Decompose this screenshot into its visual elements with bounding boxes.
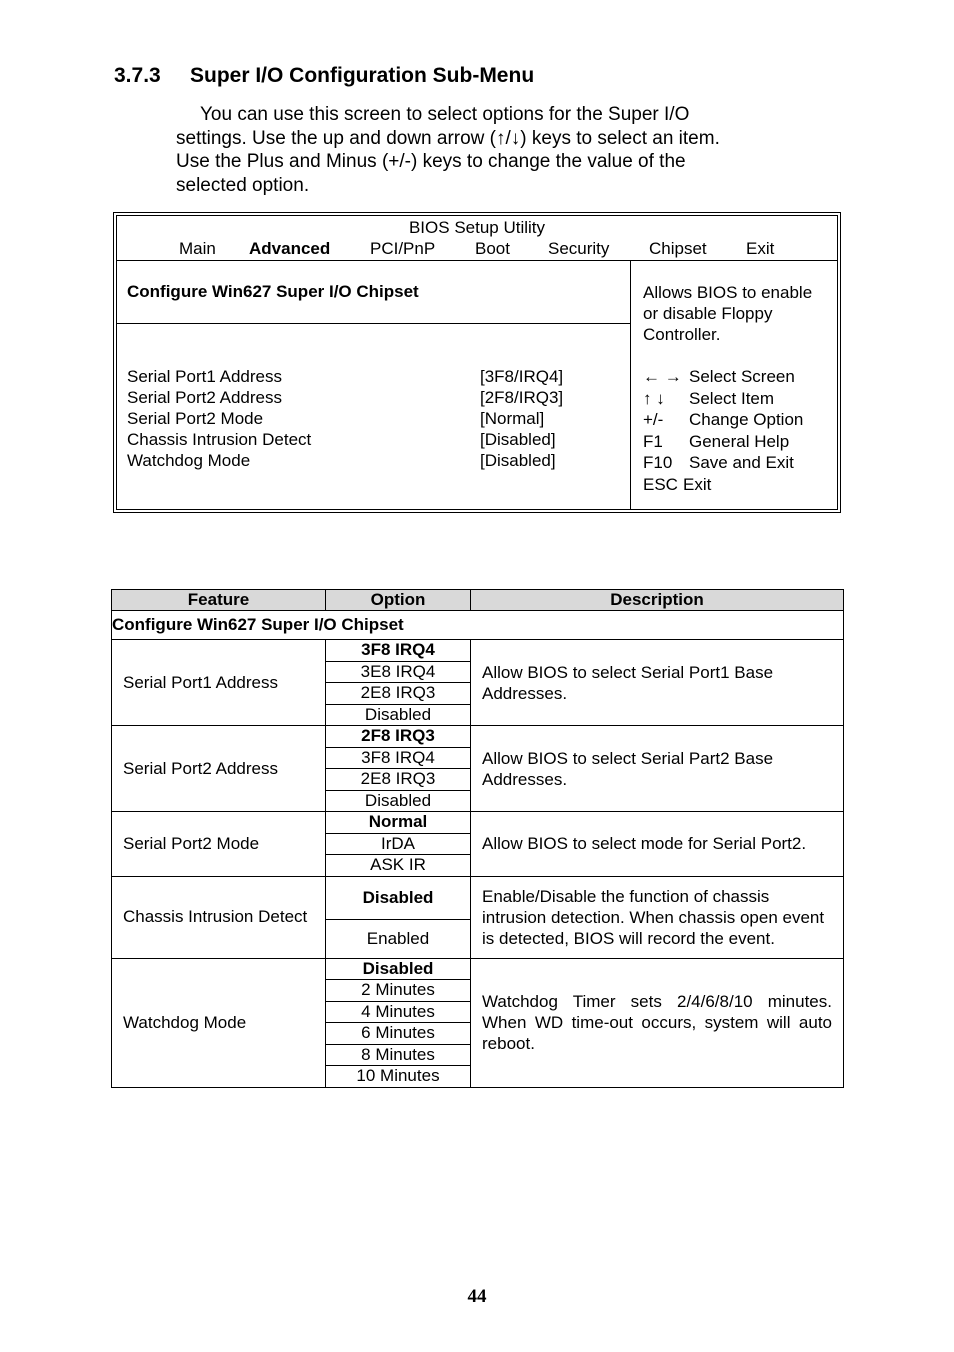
section-title: Super I/O Configuration Sub-Menu — [190, 64, 535, 87]
section-number: 3.7.3 — [114, 64, 161, 87]
option-cell: Normal — [326, 812, 471, 834]
feature-cell: Serial Port1 Address — [112, 640, 326, 726]
table-header-row — [112, 590, 844, 611]
key-legend-row — [643, 452, 803, 474]
intro-paragraph — [176, 103, 816, 197]
page-number: 44 — [467, 1286, 487, 1307]
bios-screen — [113, 212, 841, 513]
option-cell: 10 Minutes — [326, 1066, 471, 1088]
option-cell: Disabled — [326, 876, 471, 919]
tab-chipset[interactable]: Chipset — [649, 239, 707, 258]
header-divider — [117, 260, 837, 261]
option-cell: 2 Minutes — [326, 980, 471, 1002]
description-cell: Enable/Disable the function of chassis intrusion detection. When chassis open event is detected, BIOS will record the event. — [471, 876, 844, 958]
description-cell: Watchdog Timer sets 2/4/6/8/10 minutes. When WD time-out occurs, system will auto reboot. — [471, 958, 844, 1087]
option-cell: Disabled — [326, 704, 471, 726]
description-cell: Allow BIOS to select Serial Part2 Base Addresses. — [471, 726, 844, 812]
table-row — [112, 640, 844, 662]
bios-value-serial-port2-address[interactable]: [2F8/IRQ3] — [480, 388, 564, 407]
section-heading — [114, 64, 534, 88]
help-line: Allows BIOS to enable — [643, 283, 813, 302]
key-action: Select Item — [689, 388, 775, 408]
tab-pcipnp[interactable]: PCI/PnP — [370, 239, 436, 258]
option-cell: Disabled — [326, 790, 471, 812]
key-label: F10 — [643, 453, 673, 472]
tab-advanced[interactable]: Advanced — [249, 239, 331, 258]
bios-value-serial-port1-address[interactable]: [3F8/IRQ4] — [480, 367, 564, 386]
option-cell: Enabled — [326, 919, 471, 958]
bios-item-serial-port2-address[interactable]: Serial Port2 Address — [127, 388, 282, 407]
option-cell: 4 Minutes — [326, 1001, 471, 1023]
table-section-title: Configure Win627 Super I/O Chipset — [112, 611, 844, 640]
option-cell: 8 Minutes — [326, 1044, 471, 1066]
description-cell: Allow BIOS to select mode for Serial Port2. — [471, 812, 844, 877]
bios-value-chassis-intrusion-detect[interactable]: [Disabled] — [480, 430, 556, 449]
column-header-feature: Feature — [112, 590, 326, 611]
tab-security[interactable]: Security — [548, 239, 610, 258]
column-header-description: Description — [471, 590, 844, 611]
key-legend-row — [643, 388, 803, 410]
option-cell: Disabled — [326, 958, 471, 980]
bios-item-labels — [127, 366, 311, 471]
key-action: Select Screen — [689, 367, 795, 386]
feature-cell: Chassis Intrusion Detect — [112, 876, 326, 958]
option-cell: IrDA — [326, 833, 471, 855]
option-cell: ASK IR — [326, 855, 471, 877]
option-cell: 3F8 IRQ4 — [326, 747, 471, 769]
help-line: or disable Floppy — [643, 304, 773, 323]
bios-item-serial-port2-mode[interactable]: Serial Port2 Mode — [127, 409, 264, 428]
key-label: ESC — [643, 474, 678, 494]
table-row — [112, 726, 844, 748]
help-line: Controller. — [643, 325, 721, 344]
intro-line: settings. Use the up and down arrow (↑/↓) keys to select an item. — [176, 127, 720, 149]
table-row — [112, 958, 844, 980]
key-legend-row — [643, 409, 803, 431]
tab-exit[interactable]: Exit — [746, 239, 775, 258]
bios-help-text — [643, 282, 833, 345]
arrow-left-right-icon: ← → — [643, 367, 682, 386]
bios-key-legend — [643, 366, 803, 495]
intro-line: You can use this screen to select options for the Super I/O — [200, 104, 690, 125]
feature-cell: Serial Port2 Address — [112, 726, 326, 812]
help-divider — [630, 260, 631, 509]
option-cell: 2E8 IRQ3 — [326, 683, 471, 705]
feature-table — [111, 589, 844, 1088]
bios-item-chassis-intrusion-detect[interactable]: Chassis Intrusion Detect — [127, 430, 312, 449]
key-action: Exit — [683, 474, 712, 494]
description-cell: Allow BIOS to select Serial Port1 Base Addresses. — [471, 640, 844, 726]
key-legend-row — [643, 366, 803, 388]
key-legend-row — [643, 474, 803, 496]
key-legend-row — [643, 431, 803, 453]
column-header-option: Option — [326, 590, 471, 611]
arrow-up-down-icon: ↑ ↓ — [643, 388, 665, 408]
bios-value-serial-port2-mode[interactable]: [Normal] — [480, 409, 545, 428]
feature-cell: Serial Port2 Mode — [112, 812, 326, 877]
intro-line: selected option. — [176, 174, 310, 196]
table-row — [112, 812, 844, 834]
bios-item-watchdog-mode[interactable]: Watchdog Mode — [127, 451, 251, 470]
key-action: General Help — [689, 431, 790, 451]
section-divider — [117, 323, 630, 324]
bios-section-title: Configure Win627 Super I/O Chipset — [127, 282, 419, 301]
bios-title: BIOS Setup Utility — [408, 218, 546, 237]
bios-item-serial-port1-address[interactable]: Serial Port1 Address — [127, 367, 282, 386]
intro-line: Use the Plus and Minus (+/-) keys to change the value of the — [176, 151, 686, 172]
tab-boot[interactable]: Boot — [475, 239, 510, 258]
key-label: F1 — [643, 431, 663, 451]
key-action: Save and Exit — [689, 453, 794, 472]
option-cell: 2F8 IRQ3 — [326, 726, 471, 748]
key-label: +/- — [643, 410, 664, 429]
table-section-row — [112, 611, 844, 640]
option-cell: 2E8 IRQ3 — [326, 769, 471, 791]
key-action: Change Option — [689, 410, 804, 429]
option-cell: 3E8 IRQ4 — [326, 661, 471, 683]
bios-item-values — [480, 366, 563, 471]
bios-value-watchdog-mode[interactable]: [Disabled] — [480, 451, 556, 470]
option-cell: 6 Minutes — [326, 1023, 471, 1045]
table-row — [112, 876, 844, 919]
feature-cell: Watchdog Mode — [112, 958, 326, 1087]
tab-main[interactable]: Main — [179, 239, 216, 258]
option-cell: 3F8 IRQ4 — [326, 640, 471, 662]
